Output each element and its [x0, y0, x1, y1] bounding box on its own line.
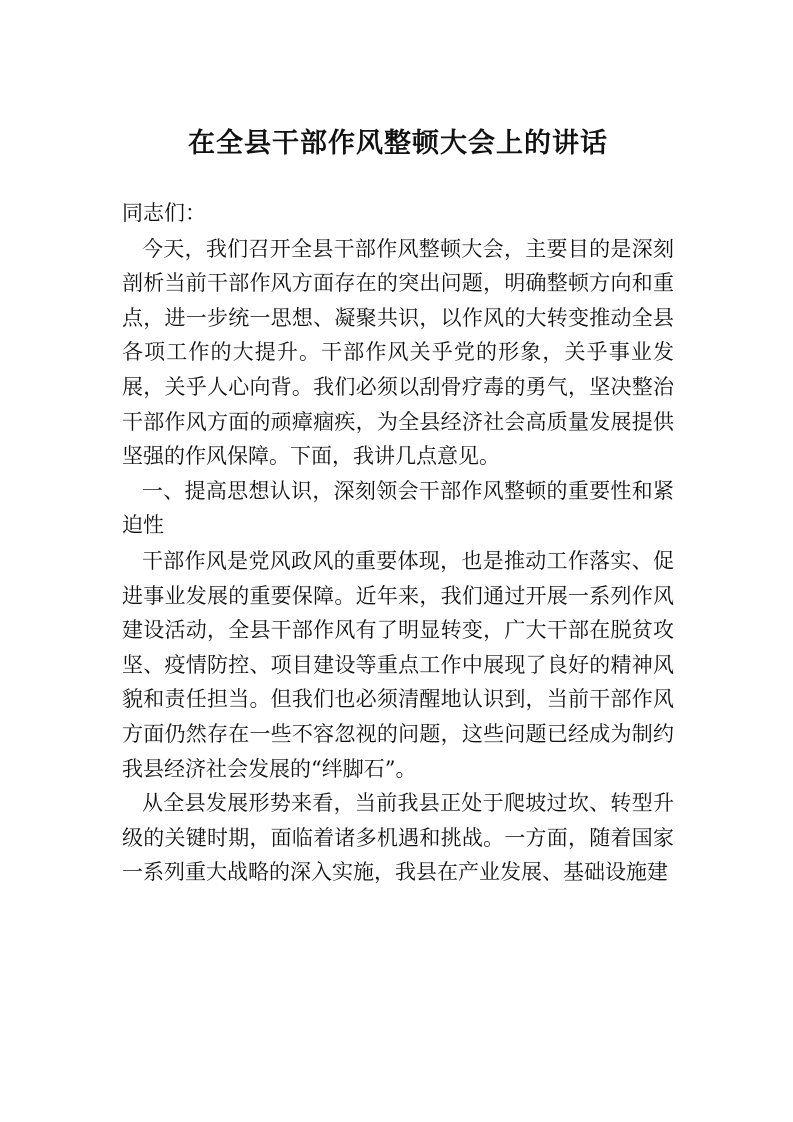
section-heading-1: 一、提高思想认识，深刻领会干部作风整顿的重要性和紧迫性 — [122, 478, 674, 538]
document-title: 在全县干部作风整顿大会上的讲话 — [188, 128, 608, 159]
document-body — [122, 196, 674, 890]
paragraph-section-1-a: 干部作风是党风政风的重要体现，也是推动工作落实、促进事业发展的重要保障。近年来，我们通过开展一系列作风建设活动，全县干部作风有了明显转变，广大干部在脱贫攻坚、疫情防控、项目建设等重点工作中展现了良好的精神风貌和责任担当。但我们也必须清醒地认识到，当前干部作风方面仍然存在一些不容忽视的问题，这些问题已经成为制约我县经济社会发展的“绊脚石”。 — [122, 548, 674, 781]
salutation: 同志们： — [122, 201, 206, 225]
paragraph-section-1-b: 从全县发展形势来看，当前我县正处于爬坡过坎、转型升级的关键时期，面临着诸多机遇和挑战。一方面，随着国家一系列重大战略的深入实施，我县在产业发展、基础设施建 — [122, 791, 674, 885]
paragraph-intro: 今天，我们召开全县干部作风整顿大会，主要目的是深刻剖析当前干部作风方面存在的突出问题，明确整顿方向和重点，进一步统一思想、凝聚共识，以作风的大转变推动全县各项工作的大提升。干部作风关乎党的形象，关乎事业发展，关乎人心向背。我们必须以刮骨疗毒的勇气，坚决整治干部作风方面的顽瘴痼疾，为全县经济社会高质量发展提供坚强的作风保障。下面，我讲几点意见。 — [122, 236, 674, 469]
